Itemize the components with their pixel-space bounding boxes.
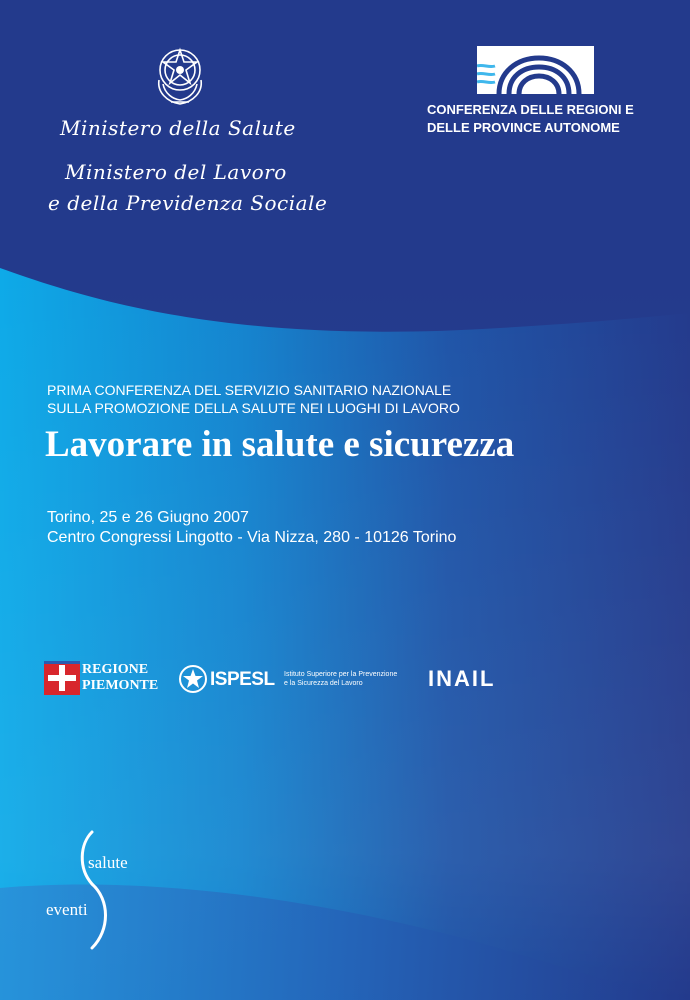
ministry-health-name: Ministero della Salute bbox=[60, 116, 296, 140]
ispesl-desc-line1: Istituto Superiore per la Prevenzione bbox=[284, 671, 398, 678]
series-logo-word-salute: salute bbox=[88, 853, 128, 872]
ispesl-name: ISPESL bbox=[210, 669, 275, 690]
conference-regions-line2: DELLE PROVINCE AUTONOME bbox=[427, 120, 620, 135]
ministry-labour-name-line1: Ministero del Lavoro bbox=[65, 160, 287, 184]
italian-republic-emblem bbox=[151, 44, 209, 108]
event-title: Lavorare in salute e sicurezza bbox=[45, 424, 515, 465]
ministry-labour-name-line2: e della Previdenza Sociale bbox=[48, 191, 328, 215]
ispesl-desc-line2: e la Sicurezza del Lavoro bbox=[284, 680, 363, 687]
regione-piemonte-line1: REGIONE bbox=[82, 662, 149, 677]
series-logo-word-eventi: eventi bbox=[46, 900, 88, 919]
regione-piemonte-line2: PIEMONTE bbox=[82, 678, 159, 693]
conference-regions-logo bbox=[477, 46, 594, 94]
inail-logo: INAIL bbox=[428, 666, 496, 691]
conference-regions-line1: CONFERENZA DELLE REGIONI E bbox=[427, 102, 634, 117]
event-subtitle-line1: PRIMA CONFERENZA DEL SERVIZIO SANITARIO NAZIONALE bbox=[47, 382, 452, 398]
rainbow-arcs-icon bbox=[477, 46, 594, 94]
ispesl-emblem-icon bbox=[178, 664, 208, 694]
event-date: Torino, 25 e 26 Giugno 2007 bbox=[47, 509, 249, 526]
salute-eventi-bracket-icon bbox=[70, 828, 120, 952]
event-subtitle-line2: SULLA PROMOZIONE DELLA SALUTE NEI LUOGHI DI LAVORO bbox=[47, 400, 460, 416]
regione-piemonte-shield-icon bbox=[44, 661, 80, 695]
event-venue: Centro Congressi Lingotto - Via Nizza, 280 - 10126 Torino bbox=[47, 529, 457, 546]
